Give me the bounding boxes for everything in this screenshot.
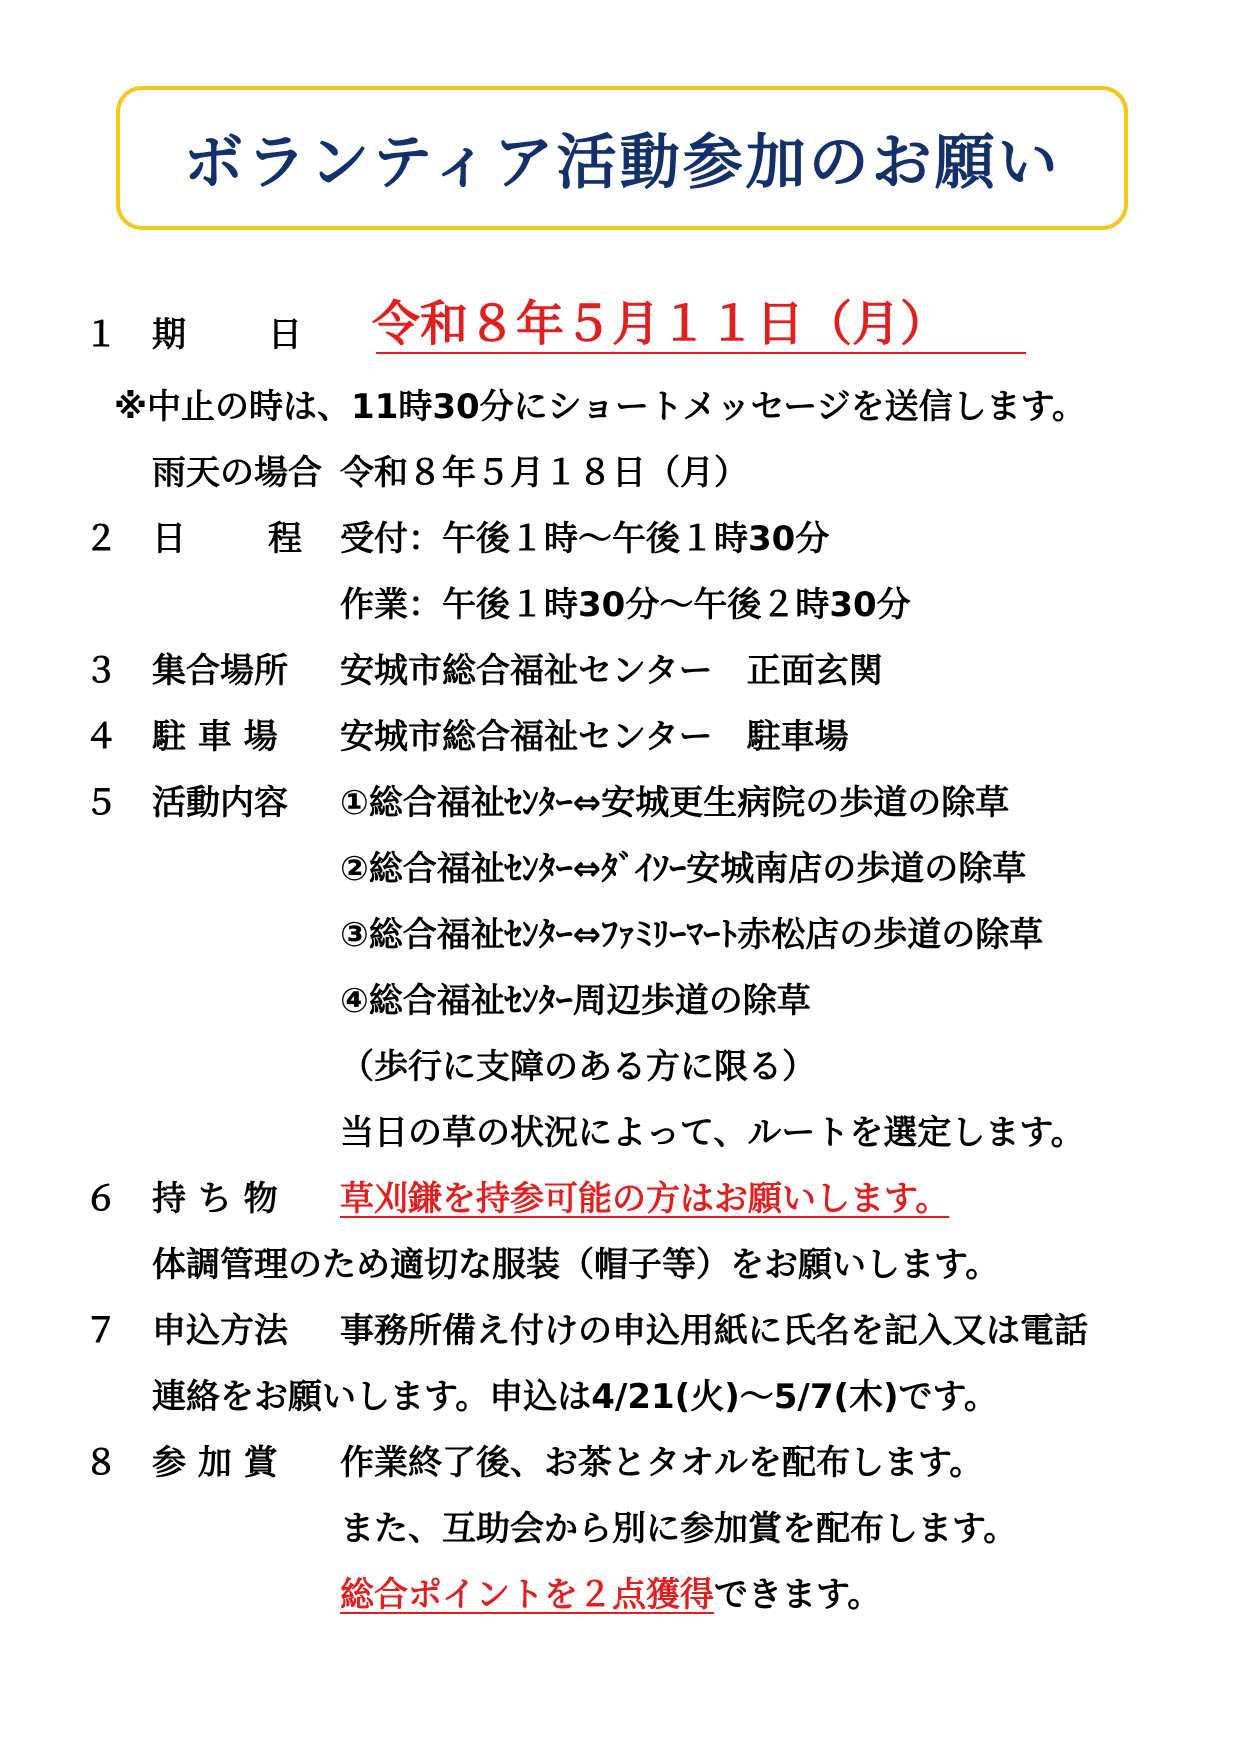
activity-item: ③総合福祉ｾﾝﾀｰ⇔ﾌｧﾐﾘｰﾏｰﾄ赤松店の歩道の除草 <box>340 915 1044 955</box>
meeting-place: 安城市総合福祉センター 正面玄関 <box>340 651 883 691</box>
cancel-note: ※中止の時は、11時30分にショートメッセージを送信します。 <box>114 387 1086 427</box>
section-2-number: ２ <box>84 519 118 559</box>
section-7-number: ７ <box>84 1311 118 1351</box>
section-3-label: 集合場所 <box>152 651 288 691</box>
reception-time: 受付：午後１時～午後１時30分 <box>340 519 830 559</box>
section-1-label-a: 期 <box>152 315 186 355</box>
activity-note: （歩行に支障のある方に限る） <box>340 1047 816 1087</box>
work-time: 作業：午後１時30分～午後２時30分 <box>340 585 911 625</box>
belongings: 草刈鎌を持参可能の方はお願いします。 <box>340 1179 950 1219</box>
section-2-label-b: 程 <box>268 519 302 559</box>
section-8-number: ８ <box>84 1443 118 1483</box>
section-5-number: ５ <box>84 783 118 823</box>
section-6-number: ６ <box>84 1179 118 1219</box>
rain-date: 令和８年５月１８日（月） <box>340 453 748 493</box>
event-date: 令和８年５月１１日（月） <box>372 296 949 352</box>
section-8-label: 参 加 賞 <box>152 1443 278 1483</box>
points-tail: できます。 <box>714 1575 882 1615</box>
section-5-label: 活動内容 <box>152 783 288 823</box>
prize-line-2: また、互助会から別に参加賞を配布します。 <box>340 1509 1018 1549</box>
prize-line-3 <box>340 1575 882 1615</box>
section-4-label: 駐 車 場 <box>152 717 278 757</box>
title-box <box>116 86 1128 230</box>
activity-item: ④総合福祉ｾﾝﾀｰ周辺歩道の除草 <box>340 981 811 1021</box>
activity-item: ①総合福祉ｾﾝﾀｰ⇔安城更生病院の歩道の除草 <box>340 783 1010 823</box>
parking: 安城市総合福祉センター 駐車場 <box>340 717 849 757</box>
application-method: 事務所備え付けの申込用紙に氏名を記入又は電話 <box>340 1311 1088 1351</box>
section-2-label-a: 日 <box>152 519 186 559</box>
activity-item: ②総合福祉ｾﾝﾀｰ⇔ﾀﾞｲｿｰ安城南店の歩道の除草 <box>340 849 1027 889</box>
page-title: ボランティア活動参加のお願い <box>183 128 1061 198</box>
section-1-number: １ <box>84 315 118 355</box>
rain-label: 雨天の場合 <box>152 453 322 493</box>
prize-line-1: 作業終了後、お茶とタオルを配布します。 <box>340 1443 984 1483</box>
section-6-label: 持 ち 物 <box>152 1179 278 1219</box>
section-1-label-b: 日 <box>268 315 302 355</box>
section-7-label: 申込方法 <box>152 1311 288 1351</box>
event-date-underline <box>376 352 1026 354</box>
section-3-number: ３ <box>84 651 118 691</box>
points-highlight: 総合ポイントを２点獲得 <box>340 1575 714 1615</box>
clothing-note: 体調管理のため適切な服装（帽子等）をお願いします。 <box>152 1245 1000 1285</box>
section-4-number: ４ <box>84 717 118 757</box>
route-note: 当日の草の状況によって、ルートを選定します。 <box>340 1113 1085 1153</box>
application-period: 連絡をお願いします。申込は4/21(火)～5/7(木)です。 <box>152 1377 998 1417</box>
